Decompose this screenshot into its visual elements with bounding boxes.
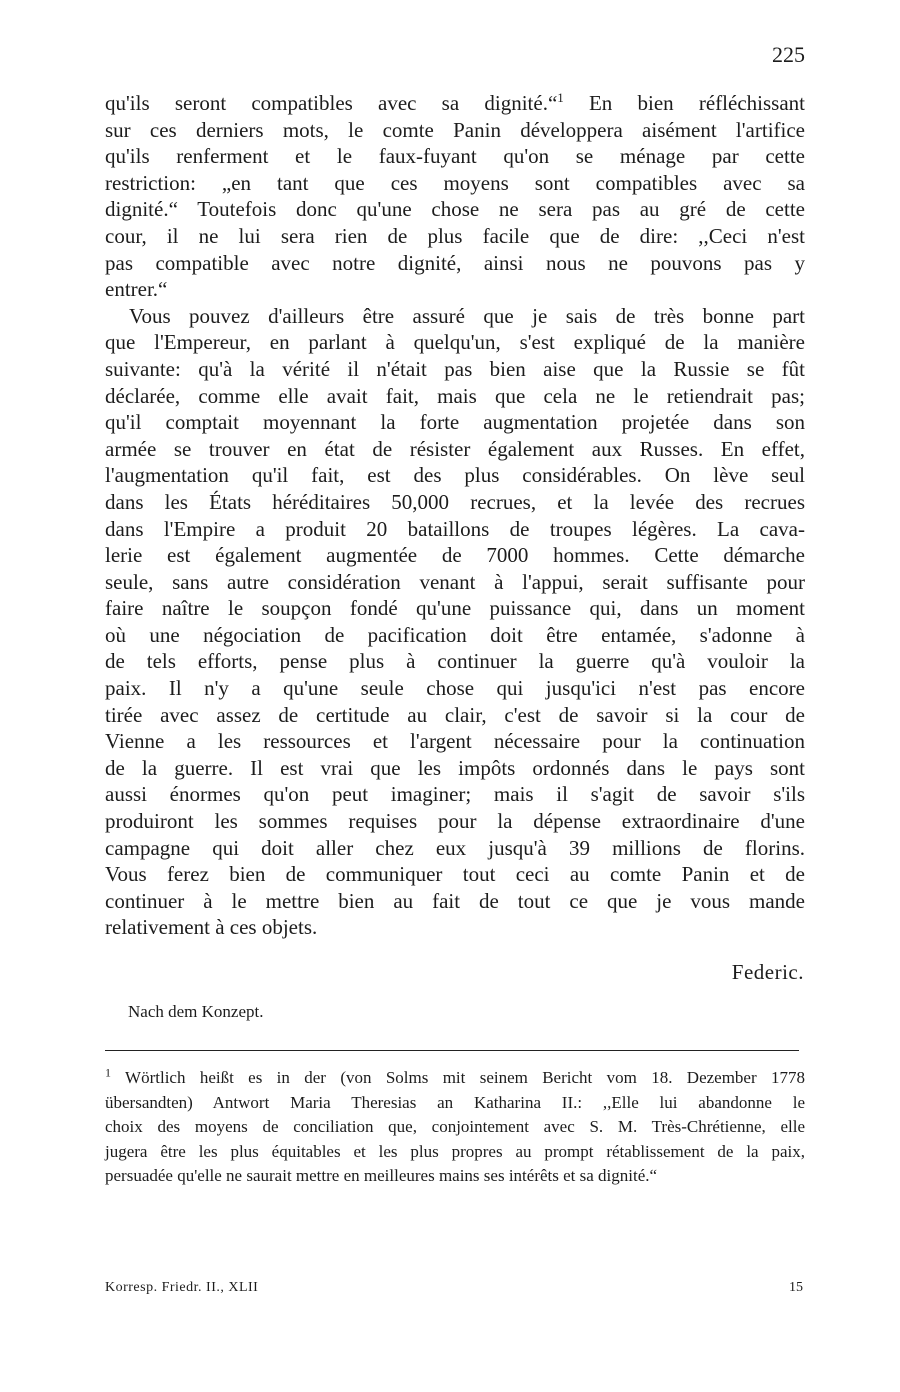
printer-signature-mark: Korresp. Friedr. II., XLII	[105, 1280, 259, 1295]
text-line: de la guerre. Il est vrai que les impôts ordonnés dans le pays sont	[105, 755, 805, 780]
paragraph-1	[105, 90, 805, 303]
footnote-line	[105, 1066, 805, 1091]
text-line: Vous pouvez d'ailleurs être assuré que je sais de très bonne part	[129, 303, 805, 328]
text-line: armée se trouver en état de résister également aux Russes. En effet,	[105, 436, 805, 461]
text-line: où une négociation de pacification doit être entamée, s'adonne à	[105, 622, 805, 647]
text-line: pas compatible avec notre dignité, ainsi nous ne pouvons pas y	[105, 250, 805, 275]
text-fragment: Wörtlich heißt es in der (von Solms mit seinem Bericht vom 18. Dezember 1778	[111, 1068, 805, 1087]
footnote-line: jugera être les plus équitables et les plus propres au prompt rétablissement de la paix,	[105, 1141, 805, 1161]
footnote-line: übersandten) Antwort Maria Theresias an Katharina II.: ,,Elle lui abandonne le	[105, 1092, 805, 1112]
page-number: 225	[772, 42, 805, 67]
text-line: dans l'Empire a produit 20 bataillons de troupes légères. La cava-	[105, 516, 805, 541]
footnote-line: persuadée qu'elle ne saurait mettre en meilleures mains ses intérêts et sa dignité.“	[105, 1166, 658, 1186]
text-line: restriction: „en tant que ces moyens sont compatibles avec sa	[105, 170, 805, 195]
text-line: entrer.“	[105, 277, 168, 302]
source-note: Nach dem Konzept.	[128, 1002, 264, 1021]
text-line: dignité.“ Toutefois donc qu'une chose ne sera pas au gré de cette	[105, 197, 805, 222]
footnote	[105, 1066, 805, 1189]
paragraph-2	[105, 303, 805, 941]
footnote-marker: 1	[105, 1065, 111, 1080]
signature: Federic.	[731, 960, 804, 984]
text-line: que l'Empereur, en parlant à quelqu'un, s'est expliqué de la manière	[105, 330, 805, 355]
text-line: l'augmentation qu'il fait, est des plus considérables. On lève seul	[105, 463, 805, 488]
text-line: faire naître le soupçon fondé qu'une puissance qui, dans un moment	[105, 596, 805, 621]
text-line: cour, il ne lui sera rien de plus facile que de dire: ,,Ceci n'est	[105, 223, 805, 248]
text-line: Vous ferez bien de communiquer tout ceci au comte Panin et de	[105, 862, 805, 887]
text-line: déclarée, comme elle avait fait, mais que cela ne le retiendrait pas;	[105, 383, 805, 408]
text-line: Vienne a les ressources et l'argent nécessaire pour la continuation	[105, 729, 805, 754]
text-line: qu'ils renferment et le faux-fuyant qu'on se ménage par cette	[105, 144, 805, 169]
text-line: sur ces derniers mots, le comte Panin développera aisément l'artifice	[105, 117, 805, 142]
sheet-number: 15	[789, 1280, 803, 1295]
text-line	[105, 90, 805, 117]
text-line: de tels efforts, pense plus à continuer la guerre qu'à vouloir la	[105, 649, 805, 674]
footnote-line: choix des moyens de conciliation que, conjointement avec S. M. Très-Chrétienne, elle	[105, 1117, 805, 1137]
text-line: seule, sans autre considération venant à l'appui, serait suffisante pour	[105, 569, 805, 594]
text-line: suivante: qu'à la vérité il n'était pas bien aise que la Russie se fût	[105, 356, 805, 381]
text-line: produiront les sommes requises pour la dépense extraordinaire d'une	[105, 809, 805, 834]
main-text	[105, 90, 805, 941]
text-line: campagne qui doit aller chez eux jusqu'à 39 millions de florins.	[105, 835, 805, 860]
text-line: dans les États héréditaires 50,000 recrues, et la levée des recrues	[105, 489, 805, 514]
footnote-divider	[105, 1050, 799, 1051]
text-fragment: qu'ils seront compatibles avec sa dignité.“	[105, 91, 558, 115]
text-line: qu'il comptait moyennant la forte augmentation projetée dans son	[105, 410, 805, 435]
text-line: tirée avec assez de certitude au clair, c'est de savoir si la cour de	[105, 702, 805, 727]
footnote-reference: 1	[557, 90, 564, 105]
text-line: paix. Il n'y a qu'une seule chose qui jusqu'ici n'est pas encore	[105, 676, 805, 701]
text-line: continuer à le mettre bien au fait de tout ce que je vous mande	[105, 888, 805, 913]
text-fragment: En bien réfléchissant	[563, 91, 805, 115]
text-line: relativement à ces objets.	[105, 915, 318, 940]
text-line: aussi énormes qu'on peut imaginer; mais il s'agit de savoir s'ils	[105, 782, 805, 807]
text-line: lerie est également augmentée de 7000 hommes. Cette démarche	[105, 543, 805, 568]
